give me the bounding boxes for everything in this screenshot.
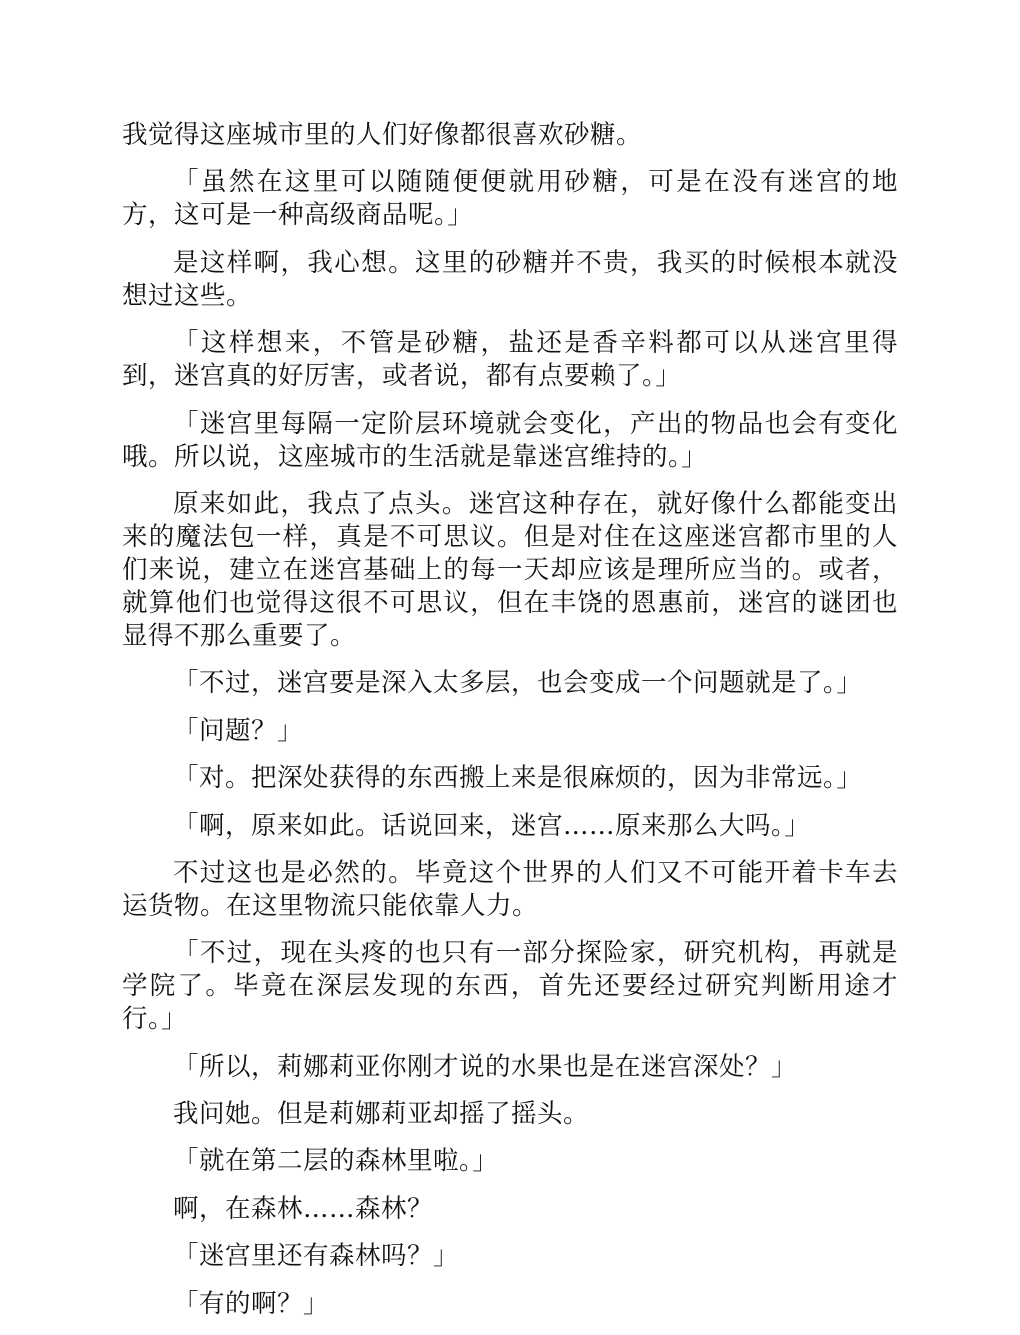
paragraph: 「啊，原来如此。话说回来，迷宫……原来那么大吗。」 [173,810,811,841]
paragraph: 「对。把深处获得的东西搬上来是很麻烦的，因为非常远。」 [173,763,863,794]
paragraph: 「所以，莉娜莉亚你刚才说的水果也是在迷宫深处？」 [173,1051,798,1082]
paragraph: 「迷宫里还有森林吗？」 [173,1241,460,1272]
paragraph: 「这样想来，不管是砂糖，盐还是香辛料都可以从迷宫里得到，迷宫真的好厉害，或者说，都有点要赖了。」 [122,328,898,392]
paragraph: 「问题？」 [173,715,304,746]
paragraph: 我觉得这座城市里的人们好像都很喜欢砂糖。 [122,120,643,150]
paragraph: 「不过，现在头疼的也只有一部分探险家，研究机构，再就是学院了。毕竟在深层发现的东西，首先还要经过研究判断用途才行。」 [122,938,898,1035]
text-body [122,119,898,1335]
paragraph: 「不过，迷宫要是深入太多层，也会变成一个问题就是了。」 [173,668,863,699]
paragraph: 「就在第二层的森林里啦。」 [173,1146,499,1177]
paragraph: 原来如此，我点了点头。迷宫这种存在，就好像什么都能变出来的魔法包一样，真是不可思议。但是对住在这座迷宫都市里的人们来说，建立在迷宫基础上的每一天却应该是理所应当的。或者，就算他们也觉得这很不可思议，但在丰饶的恩惠前，迷宫的谜团也显得不那么重要了。 [122,488,898,651]
paragraph: 是这样啊，我心想。这里的砂糖并不贵，我买的时候根本就没想过这些。 [122,247,898,311]
paragraph: 「有的啊？」 [173,1288,330,1319]
paragraph: 「迷宫里每隔一定阶层环境就会变化，产出的物品也会有变化哦。所以说，这座城市的生活就是靠迷宫维持的。」 [122,408,898,472]
paragraph: 我问她。但是莉娜莉亚却摇了摇头。 [173,1099,590,1130]
paragraph: 「虽然在这里可以随随便便就用砂糖，可是在没有迷宫的地方，这可是一种高级商品呢。」 [122,167,898,231]
paragraph: 啊，在森林……森林？ [173,1193,434,1224]
paragraph: 不过这也是必然的。毕竟这个世界的人们又不可能开着卡车去运货物。在这里物流只能依靠人力。 [122,857,898,921]
